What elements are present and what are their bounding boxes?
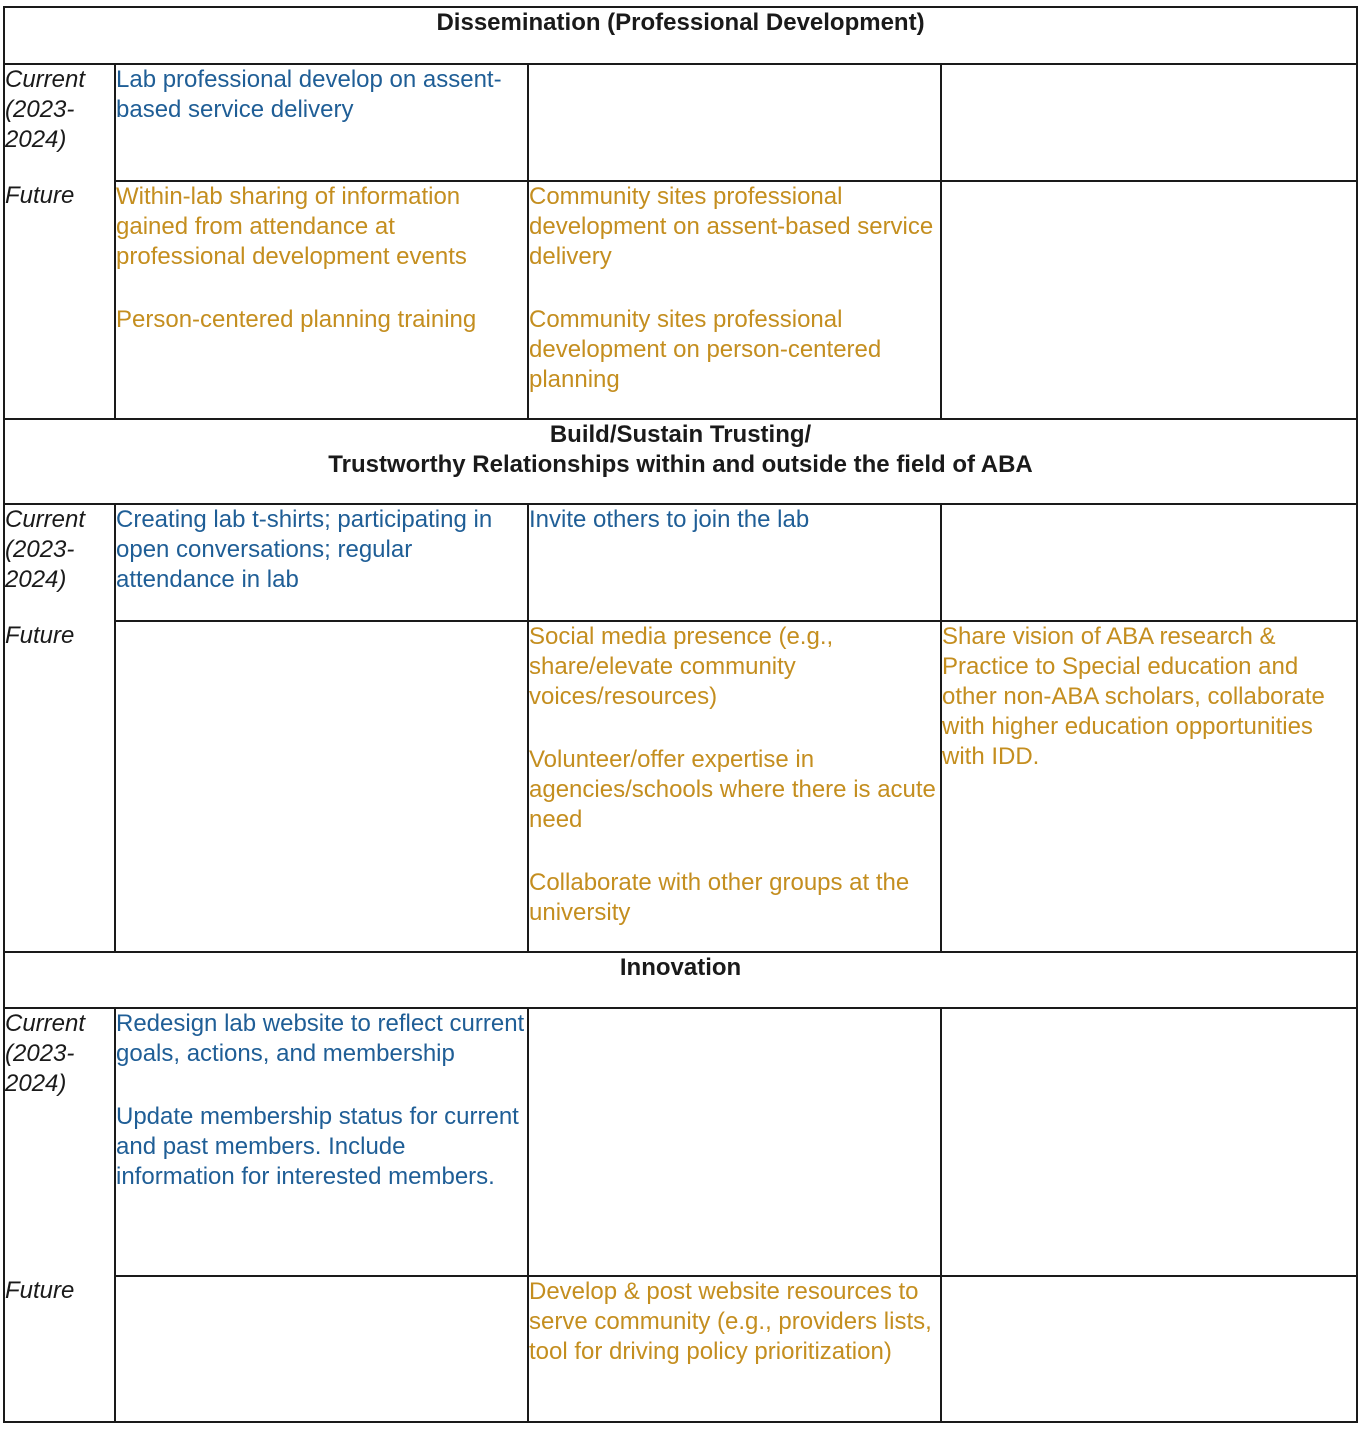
section-title-line: Trustworthy Relationships within and outside the field of ABA xyxy=(328,451,1033,478)
action-item: Person-centered planning training xyxy=(116,306,477,333)
row-label-future: Future xyxy=(4,621,115,952)
cell-dissemination-current-col3 xyxy=(941,64,1357,181)
cell-relationships-current-col1 xyxy=(115,504,528,621)
action-item: Creating lab t-shirts; participating in open conversations; regular attendance in lab xyxy=(116,506,493,593)
action-item: Social media presence (e.g., share/elevate community voices/resources) xyxy=(529,623,834,710)
action-plan-table xyxy=(3,6,1358,1423)
action-item: Share vision of ABA research & Practice to Special education and other non-ABA scholars, collaborate with higher education opportunities with IDD. xyxy=(942,623,1325,770)
cell-innovation-future-col1 xyxy=(115,1276,528,1422)
row-label-current: Current (2023- 2024) xyxy=(4,504,115,621)
cell-relationships-future-col2 xyxy=(528,621,941,952)
section-header-innovation xyxy=(4,952,1357,1008)
section-title: Innovation xyxy=(619,954,742,981)
cell-dissemination-current-col1 xyxy=(115,64,528,181)
cell-innovation-current-col3 xyxy=(941,1008,1357,1276)
action-item: Community sites professional development on assent-based service delivery xyxy=(529,183,934,270)
cell-innovation-current-col1 xyxy=(115,1008,528,1276)
cell-innovation-future-col3 xyxy=(941,1276,1357,1422)
cell-relationships-current-col2 xyxy=(528,504,941,621)
cell-relationships-future-col1 xyxy=(115,621,528,952)
action-item: Develop & post website resources to serve community (e.g., providers lists, tool for driving policy prioritization) xyxy=(529,1278,932,1365)
cell-relationships-future-col3 xyxy=(941,621,1357,952)
action-item: Redesign lab website to reflect current goals, actions, and membership xyxy=(116,1010,525,1067)
action-item: Collaborate with other groups at the university xyxy=(529,869,910,926)
action-item: Volunteer/offer expertise in agencies/schools where there is acute need xyxy=(529,746,936,833)
section-header-relationships xyxy=(4,419,1357,504)
section-header-dissemination xyxy=(4,7,1357,64)
cell-relationships-current-col3 xyxy=(941,504,1357,621)
cell-dissemination-future-col2 xyxy=(528,181,941,419)
cell-innovation-current-col2 xyxy=(528,1008,941,1276)
action-item: Lab professional develop on assent-based service delivery xyxy=(116,66,502,123)
section-title: Dissemination (Professional Development) xyxy=(436,9,925,36)
action-item: Within-lab sharing of information gained from attendance at professional development events xyxy=(116,183,467,270)
cell-dissemination-current-col2 xyxy=(528,64,941,181)
row-label-current: Current (2023- 2024) xyxy=(4,1008,115,1276)
cell-dissemination-future-col3 xyxy=(941,181,1357,419)
action-item: Invite others to join the lab xyxy=(529,506,810,533)
row-label-future: Future xyxy=(4,1276,115,1422)
section-title-line: Build/Sustain Trusting/ xyxy=(549,421,812,448)
cell-dissemination-future-col1 xyxy=(115,181,528,419)
cell-innovation-future-col2 xyxy=(528,1276,941,1422)
row-label-future: Future xyxy=(4,181,115,419)
row-label-current: Current (2023- 2024) xyxy=(4,64,115,181)
action-item: Community sites professional development on person-centered planning xyxy=(529,306,882,393)
action-item: Update membership status for current and past members. Include information for interested members. xyxy=(116,1103,519,1190)
